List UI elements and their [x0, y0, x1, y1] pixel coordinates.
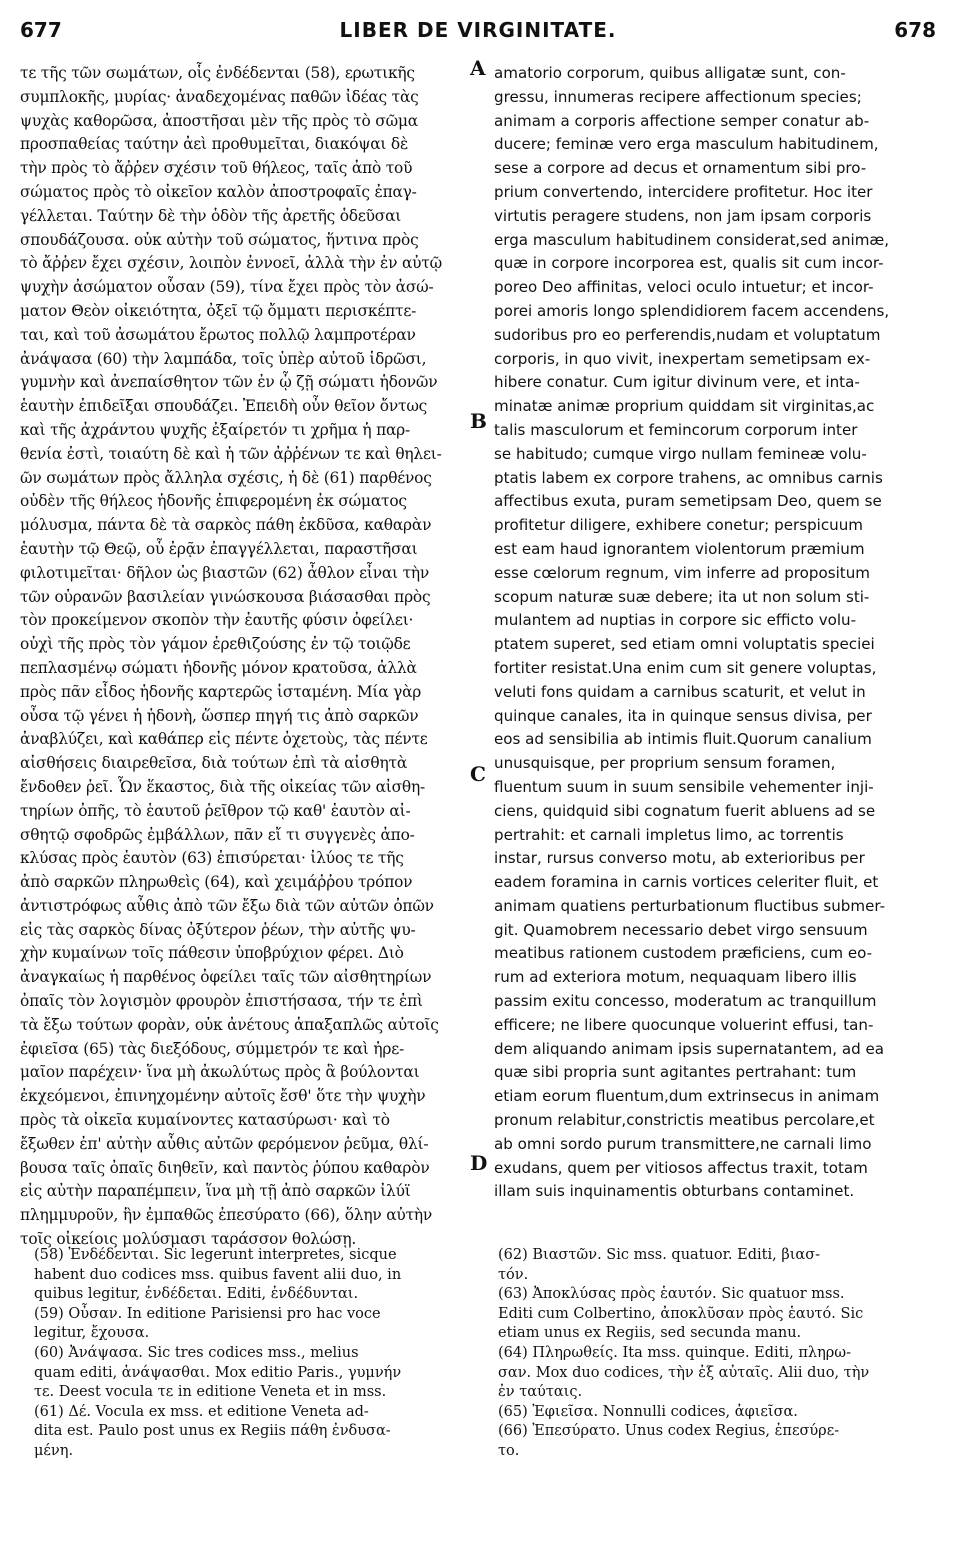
latin-text-line: corporis, in quo vivit, inexpertam semetipsam ex- [494, 349, 871, 368]
latin-text-line: poreo Deo affinitas, veloci oculo intuetur; et incor- [494, 278, 874, 297]
latin-text-line: est eam haud ignorantem violentorum præmium [494, 539, 865, 558]
footnote-line: σαν. Mox duo codices, τὴν ἐξ αὐταῖς. Alii duo, τὴν [498, 1364, 870, 1381]
latin-text-line: se habitudo; cumque virgo nullam femineæ volu- [494, 444, 867, 463]
latin-text-line: meatibus rationem custodem præficiens, cum eo- [494, 944, 873, 963]
greek-text-line: μαῖον παρέχειν· ἵνα μὴ ἀκωλύτως πρὸς ἃ βούλονται [20, 1063, 420, 1082]
page-header [20, 18, 936, 48]
greek-text-line: ψυχὰς καθορῶσα, ἀποστῆσαι μὲν τῆς πρὸς τὸ σῶμα [20, 111, 418, 130]
greek-text-line: αἰσθήσεις διαιρεθεῖσα, διὰ τούτων ἐπὶ τὰ αἰσθητὰ [20, 754, 408, 773]
footnote-line: μένη. [34, 1442, 74, 1459]
footnote-line: (63) Ἀποκλύσας πρὸς ἑαυτόν. Sic quatuor mss. [498, 1286, 845, 1303]
margin-marker-c: C [470, 762, 486, 786]
greek-text-line: ἀντιστρόφως αὖθις ἀπὸ τῶν ἔξω διὰ τῶν αὐτῶν ὀπῶν [20, 896, 434, 915]
greek-text-line: σθητῷ σφοδρῶς ἐμβάλλων, πᾶν εἴ τι συγγενὲς ἀπο- [20, 825, 415, 844]
latin-text-line: rum ad exteriora motum, nequaquam libero illis [494, 968, 857, 987]
latin-text-line: fluentum suum in suum sensibile vehementer inji- [494, 777, 874, 796]
greek-text-line: ἔξωθεν ἐπ' αὐτὴν αὖθις αὐτῶν φερόμενον ῥεῦμα, θλί- [20, 1134, 429, 1153]
latin-text-line: amatorio corporum, quibus alligatæ sunt, con- [494, 64, 846, 82]
latin-text-line: git. Quamobrem necessario debet virgo sensuum [494, 920, 868, 939]
latin-text-line: eadem foramina in carnis vortices celeriter fluit, et [494, 873, 879, 892]
greek-text-line: χὴν κυμαίνων τοῖς πάθεσιν ὑποβρύχιον φέρει. Διὸ [20, 944, 404, 963]
latin-text-line: minatæ animæ proprium quiddam sit virginitas,ac [494, 397, 875, 416]
greek-text-line: σπουδάζουσα. οὐκ αὐτὴν τοῦ σώματος, ἥντινα πρὸς [20, 230, 419, 249]
latin-text-line: eos ad sensibilia ab intimis fluit.Quorum canalium [494, 730, 872, 749]
running-title: LIBER DE VIRGINITATE. [339, 18, 617, 42]
latin-text-line: sese a corpore ad decus et ornamentum sibi pro- [494, 159, 867, 178]
greek-text-line: σώματος πρὸς τὸ οἰκεῖον καλὸν ἀποστροφαῖς ἐπαγ- [20, 182, 417, 201]
greek-text-line: γυμνὴν καὶ ἀνεπαίσθητον τῶν ἐν ᾧ ζῇ σώματι ἡδονῶν [20, 373, 438, 392]
latin-text-line: hibere conatur. Cum igitur divinum vere, et inta- [494, 373, 860, 392]
greek-text-line: τε τῆς τῶν σωμάτων, οἷς ἐνδέδενται (58), ερωτικῆς [20, 64, 415, 82]
page-number-right: 678 [894, 18, 936, 42]
latin-text-line: instar, rursus converso motu, ab exterioribus per [494, 849, 865, 868]
latin-text-line: porei amoris longo splendidiorem facem accendens, [494, 301, 890, 320]
footnote-line: (65) Ἐφιεῖσα. Nonnulli codices, ἀφιεῖσα. [498, 1403, 798, 1420]
latin-text-line: sudoribus pro eo perferendis,nudam et voluptatum [494, 325, 881, 344]
greek-text-line: ἀπὸ σαρκῶν πληρωθεὶς (64), καὶ χειμάῤῥου τρόπον [20, 873, 413, 892]
margin-marker-b: B [470, 409, 487, 433]
latin-text-line: passim exitu concesso, moderatum ac tranquillum [494, 992, 877, 1011]
greek-text-line: ἀναγκαίως ἡ παρθένος ὀφείλει ταῖς τῶν αἰσθητηρίων [20, 968, 432, 987]
greek-text-line: πρὸς πᾶν εἶδος ἡδονῆς καρτερῶς ἱσταμένη. Μία γὰρ [20, 682, 422, 701]
latin-text-line: scopum naturæ suæ debere; ita ut non solum sti- [494, 587, 870, 606]
footnotes-left [34, 1246, 474, 1462]
latin-text-line: ab omni sordo purum transmittere,ne carnali limo [494, 1134, 872, 1153]
footnote-line: (62) Βιαστῶν. Sic mss. quatuor. Editi, βιασ- [498, 1247, 820, 1263]
footnote-line: habent duo codices mss. quibus favent alii duo, in [34, 1266, 402, 1283]
latin-text-line: fortiter resistat.Una enim cum sit genere voluptas, [494, 658, 877, 677]
latin-text-line: ptatis labem ex corpore trahens, ac omnibus carnis [494, 468, 883, 487]
greek-text-line: προσπαθείας ταύτην ἀεὶ προθυμεῖται, διακόψαι δὲ [20, 135, 409, 154]
greek-text-line: ὀπαῖς τὸν λογισμὸν φρουρὸν ἐπιστήσασα, τήν τε ἐπὶ [20, 992, 423, 1011]
latin-text-line: ducere; feminæ vero erga masculum habitudinem, [494, 135, 879, 154]
greek-text-line: συμπλοκῆς, μυρίας· ἀναδεχομένας παθῶν ἰδέας τὰς [20, 87, 419, 106]
latin-text-line: affectibus exuta, puram semetipsam Deo, quem se [494, 492, 882, 511]
latin-text-line: veluti fons quidam a carnibus scaturit, et velut in [494, 682, 866, 701]
greek-text-line: τὴν πρὸς τὸ ἄῤῥεν σχέσιν τοῦ θήλεος, ταῖς ἀπὸ τοῦ [20, 159, 413, 178]
margin-marker-d: D [470, 1151, 488, 1175]
latin-text-line: pertrahit: et carnali impletus limo, ac torrentis [494, 825, 844, 844]
greek-text-line: εἰς τὰς σαρκὸς δίνας ὀξύτερον ῥέων, τὴν αὐτῆς ψυ- [20, 920, 416, 939]
footnote-line: quibus legitur, ἐνδέδεται. Editi, ἐνδέδυνται. [34, 1286, 359, 1303]
latin-text-line: pronum relabitur,constrictis meatibus percolare,et [494, 1111, 875, 1130]
greek-text-line: φιλοτιμεῖται· δῆλον ὡς βιαστῶν (62) ἆθλον εἶναι τὴν [20, 563, 430, 582]
greek-text-line: τοῖς οἰκείοις μολύσμασι ταράσσον θολώσῃ. [20, 1230, 357, 1249]
latin-text-line: illam suis inquinamentis obturbans contaminet. [494, 1182, 855, 1201]
latin-text-line: esse cœlorum regnum, vim inferre ad propositum [494, 563, 870, 582]
footnote-line: (66) Ἐπεσύρατο. Unus codex Regius, ἐπεσύρε- [498, 1423, 840, 1440]
footnote-line: τε. Deest vocula τε in editione Veneta et in mss. [34, 1384, 387, 1401]
greek-text-line: καὶ τῆς ἀχράντου ψυχῆς ἐξαίρετόν τι χρῆμα ἡ παρ- [20, 420, 411, 439]
latin-text-line: ciens, quidquid sibi cognatum fuerit abluens ad se [494, 801, 876, 820]
latin-text-line: prium convertendo, intercidere profitetur. Hoc iter [494, 182, 873, 201]
latin-text-column [494, 62, 940, 1204]
greek-text-line: πεπλασμένῳ σώματι ἡδονῆς μόνον κρατοῦσα, ἀλλὰ [20, 658, 417, 677]
greek-text-line: θενία ἐστὶ, τοιαύτη δὲ καὶ ἡ τῶν ἀῤῥένων τε καὶ θηλει- [20, 444, 442, 463]
footnote-line: (64) Πληρωθείς. Ita mss. quinque. Editi, πληρω- [498, 1344, 852, 1361]
footnote-line: (60) Ἀνάψασα. Sic tres codices mss., melius [34, 1344, 359, 1361]
footnotes-right [498, 1246, 946, 1462]
greek-text-line: τὸ ἄῤῥεν ἔχει σχέσιν, λοιπὸν ἐννοεῖ, ἀλλὰ τὴν ἐν αὐτῷ [20, 254, 442, 273]
latin-text-line: quæ sibi propria sunt agitantes pertrahant: tum [494, 1063, 857, 1082]
footnote-line: (59) Οὖσαν. In editione Parisiensi pro hac voce [34, 1305, 381, 1322]
footnote-line: το. [498, 1442, 520, 1459]
greek-text-line: κλύσας πρὸς ἑαυτὸν (63) ἐπισύρεται· ἰλύος τε τῆς [20, 849, 404, 868]
latin-text-line: erga masculum habitudinem considerat,sed animæ, [494, 230, 890, 249]
greek-text-line: ἑαυτὴν τῷ Θεῷ, οὗ ἐρᾷν ἐπαγγέλλεται, παραστῆσαι [20, 539, 418, 558]
footnote-line: Editi cum Colbertino, ἀποκλῦσαν πρὸς ἑαυτό. Sic [498, 1305, 864, 1322]
greek-text-line: τῶν οὐρανῶν βασιλείαν γινώσκουσα βιάσασθαι πρὸς [20, 587, 431, 606]
latin-text-line: gressu, innumeras recipere affectionum species; [494, 87, 862, 106]
greek-text-line: πλημμυροῦν, ἣν ἐμπαθῶς ἐπεσύρατο (66), ὅλην αὐτὴν [20, 1206, 433, 1225]
latin-text-line: efficere; ne libere quocunque voluerint effusi, tan- [494, 1015, 874, 1034]
greek-text-line: ἑαυτὴν ἐπιδεῖξαι σπουδάζει. Ἐπειδὴ οὖν θεῖον ὄντως [20, 397, 428, 416]
latin-text-line: quinque canales, ita in quinque sensus divisa, per [494, 706, 872, 725]
greek-text-line: βουσα ταῖς ὀπαῖς διηθεῖν, καὶ παντὸς ῥύπου καθαρὸν [20, 1158, 430, 1177]
greek-text-line: ῶν σωμάτων πρὸς ἄλληλα σχέσις, ἡ δὲ (61) παρθένος [20, 468, 432, 487]
latin-text-line: mulantem ad nuptias in corpore sic efficto volu- [494, 611, 857, 630]
footnote-line: (61) Δέ. Vocula ex mss. et editione Veneta ad- [34, 1403, 369, 1420]
greek-text-line: εἰς αὐτὴν παραπέμπειν, ἵνα μὴ τῇ ἀπὸ σαρκῶν ἰλύϊ [20, 1182, 411, 1201]
footnote-line: ἐν ταύταις. [498, 1384, 583, 1401]
greek-text-line: ἀνάψασα (60) τὴν λαμπάδα, τοῖς ὑπὲρ αὐτοῦ ἱδρῶσι, [20, 349, 427, 368]
greek-text-line: οὐχὶ τῆς πρὸς τὸν γάμον ἐρεθιζούσης ἐν τῷ τοιῷδε [20, 635, 411, 654]
greek-text-line: μόλυσμα, πάντα δὲ τὰ σαρκὸς πάθη ἐκδῦσα, καθαρὰν [20, 516, 432, 535]
latin-text-line: ptatem superet, sed etiam omni voluptatis speciei [494, 635, 875, 654]
footnote-line: τόν. [498, 1266, 529, 1283]
latin-text-line: animam a corporis affectione semper conatur ab- [494, 111, 870, 130]
greek-text-line: τηρίων ὀπῆς, τὸ ἑαυτοῦ ῥεῖθρον τῷ καθ' ἑαυτὸν αἰ- [20, 801, 411, 820]
greek-text-line: ψυχὴν ἀσώματον οὖσαν (59), τίνα ἔχει πρὸς τὸν ἀσώ- [20, 278, 434, 297]
latin-text-line: virtutis peragere studens, non jam ipsam corporis [494, 206, 872, 225]
latin-text-line: quæ in corpore incorporea est, qualis sit cum incor- [494, 254, 884, 273]
greek-text-column [20, 62, 464, 1252]
greek-text-line: ἐφιεῖσα (65) τὰς διεξόδους, σύμμετρόν τε καὶ ἠρε- [20, 1039, 404, 1058]
footnote-line: quam editi, ἀνάψασθαι. Mox editio Paris., γυμνήν [34, 1364, 402, 1381]
latin-text-line: talis masculorum et femincorum corporum inter [494, 420, 858, 439]
greek-text-line: γέλλεται. Ταύτην δὲ τὴν ὁδὸν τῆς ἀρετῆς ὁδεῦσαι [20, 206, 402, 225]
greek-text-line: ματον Θεὸν οἰκειότητα, ὀξεῖ τῷ ὄμματι περισκέπτε- [20, 301, 417, 320]
footnote-line: dita est. Paulo post unus ex Regiis πάθη ἐνδυσα- [34, 1423, 391, 1440]
greek-text-line: οὖσα τῷ γένει ἡ ἡδονὴ, ὥσπερ πηγή τις ἀπὸ σαρκῶν [20, 706, 419, 725]
footnote-line: legitur, ἔχουσα. [34, 1325, 150, 1342]
footnote-line: (58) Ἐνδέδενται. Sic legerunt interpretes, sicque [34, 1247, 397, 1263]
margin-marker-a: A [470, 56, 486, 80]
greek-text-line: τὸν προκείμενον σκοπὸν τὴν ἑαυτῆς φύσιν ὀφείλει· [20, 611, 414, 630]
greek-text-line: ἐκχεόμενοι, ἐπινηχομένην αὐτοῖς ἔσθ' ὅτε τὴν ψυχὴν [20, 1087, 426, 1106]
greek-text-line: τὰ ἔξω τούτων φορὰν, οὐκ ἀνέτους ἁπαξαπλῶς αὐτοῖς [20, 1015, 439, 1034]
greek-text-line: ἔνδοθεν ῥεῖ. Ὧν ἕκαστος, διὰ τῆς οἰκείας τῶν αἰσθη- [20, 777, 426, 796]
latin-text-line: exudans, quem per vitiosos affectus traxit, totam [494, 1158, 868, 1177]
latin-text-line: etiam eorum fluentum,dum extrinsecus in animam [494, 1087, 880, 1106]
greek-text-line: πρὸς τὰ οἰκεῖα κυμαίνοντες κατασύρωσι· καὶ τὸ [20, 1111, 390, 1130]
page-number-left: 677 [20, 18, 62, 42]
greek-text-line: ἀναβλύζει, καὶ καθάπερ εἰς πέντε ὀχετοὺς, τὰς πέντε [20, 730, 428, 749]
footnote-line: etiam unus ex Regiis, sed secunda manu. [498, 1325, 802, 1342]
latin-text-line: animam quatiens perturbationum fluctibus submer- [494, 896, 886, 915]
latin-text-line: dem aliquando animam ipsis supernatantem, ad ea [494, 1039, 884, 1058]
greek-text-line: ται, καὶ τοῦ ἀσωμάτου ἔρωτος πολλῷ λαμπροτέραν [20, 325, 416, 344]
latin-text-line: unusquisque, per proprium sensum foramen, [494, 754, 836, 773]
latin-text-line: profitetur diligere, exhibere conetur; perspicuum [494, 516, 864, 535]
greek-text-line: οὐδὲν τῆς θήλεος ἡδονῆς ἐπιφερομένη ἐκ σώματος [20, 492, 407, 511]
